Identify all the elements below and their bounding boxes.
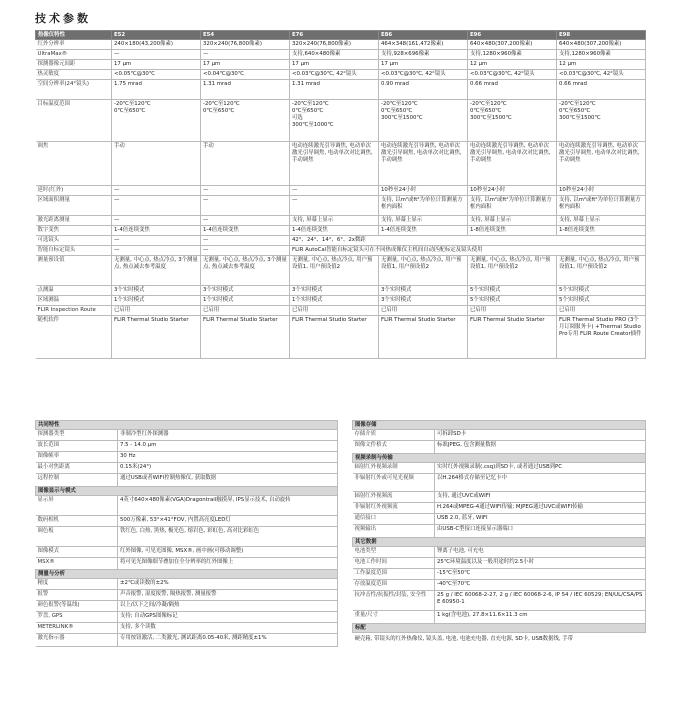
spec-cell: — xyxy=(112,196,201,216)
measure-section-title: 测量与分析 xyxy=(36,570,338,579)
spec-cell: -20℃至120℃ 0℃至650℃ 可选 300℃至1000℃ xyxy=(290,100,379,142)
row-value: 将可见光图像细节叠加在全分辨率的红外图像上 xyxy=(118,558,338,570)
spec-cell: -20℃至120℃ 0℃至650℃ xyxy=(201,100,290,142)
spec-cell: 支持,1280×960像素 xyxy=(468,50,557,60)
spec-cell: FLIR Thermal Studio Starter xyxy=(201,316,290,359)
accessory-section xyxy=(353,624,646,633)
spec-cell: 已启用 xyxy=(201,306,290,316)
row-label: 工作温度范围 xyxy=(353,569,435,580)
spec-row xyxy=(36,50,646,60)
spec-row xyxy=(36,612,338,623)
spec-row xyxy=(36,296,646,306)
spec-row xyxy=(36,601,338,612)
spec-row xyxy=(36,579,338,590)
spec-cell: 1个实时模式 xyxy=(112,296,201,306)
row-label: 电池工作时间 xyxy=(353,558,435,569)
row-label: 图像模式 xyxy=(36,547,118,558)
row-label: 最小对焦距离 xyxy=(36,463,118,474)
row-label: 探测器类型 xyxy=(36,430,118,441)
spec-cell: 0.90 mrad xyxy=(379,80,468,100)
spec-row xyxy=(36,80,646,100)
row-value: 30 Hz xyxy=(118,452,338,463)
spec-row xyxy=(353,611,646,624)
spec-cell: 手动 xyxy=(112,142,201,186)
spec-cell: 5个实时模式 xyxy=(468,296,557,306)
spec-cell: — xyxy=(290,196,379,216)
row-value: 红外图像, 可见光图像, MSX®, 画中画(可移动调整) xyxy=(118,547,338,558)
row-value: 实时红外视频录制(.csq)到SD卡, 或者通过USB到PC xyxy=(435,463,646,474)
row-label: 图像文件格式 xyxy=(353,441,435,454)
storage-section xyxy=(353,421,646,430)
spec-cell: -20℃至120℃ 0℃至650℃ 300℃至1500℃ xyxy=(379,100,468,142)
spec-cell: 支持, 以m²或ft²为单位计算测量方框内面积 xyxy=(468,196,557,216)
spec-cell: <0.04℃@30℃ xyxy=(201,70,290,80)
spec-cell: FLIR Thermal Studio Starter xyxy=(290,316,379,359)
spec-header-row xyxy=(36,31,646,40)
spec-cell: — xyxy=(112,246,201,256)
row-label: 辐射红外视频录制 xyxy=(353,463,435,474)
spec-cell: 无测量, 中心点, 热点冷点, 用户预设值1, 用户预设值2 xyxy=(379,256,468,286)
spec-row xyxy=(36,100,646,142)
spec-span-cell: FLIR AutoCal智能自标定镜头可在不同热成像仪主机间自动匹配标定及镜头使用 xyxy=(290,246,646,256)
row-value: 0.15米(24°) xyxy=(118,463,338,474)
spec-cell: 支持, 屏幕上显示 xyxy=(379,216,468,226)
spec-cell: 10秒至24小时 xyxy=(379,186,468,196)
spec-row-label: 随机软件 xyxy=(36,316,112,359)
row-label: 激光指示器 xyxy=(36,634,118,647)
spec-row xyxy=(36,60,646,70)
row-label: 辐射红外视频流 xyxy=(353,492,435,503)
row-label: 显示屏 xyxy=(36,496,118,516)
spec-header-label: 热像仪特性 xyxy=(36,31,112,40)
spec-cell: 17 μm xyxy=(379,60,468,70)
spec-cell: 无测量, 中心点, 热点冷点, 用户预设值1, 用户预设值2 xyxy=(290,256,379,286)
spec-row xyxy=(353,580,646,591)
row-value: 4英寸640×480像素(VGA)Dragontrail触摸屏, IPS显示技术, 自动旋转 xyxy=(118,496,338,516)
row-value: H.264或MPEG-4通过WIFI传输; MJPEG通过UVC或WIFI传输 xyxy=(435,503,646,514)
spec-cell: — xyxy=(201,246,290,256)
spec-cell: 无测量, 中心点, 热点冷点, 3个测量点, 热点减去参考温度 xyxy=(201,256,290,286)
row-label: 抗冲击性/抗振性/封装, 安全性 xyxy=(353,591,435,611)
spec-row xyxy=(353,441,646,454)
spec-cell: — xyxy=(201,186,290,196)
model-header: E54 xyxy=(201,31,290,40)
spec-cell: 5个实时模式 xyxy=(557,296,646,306)
spec-row-label: 区域面积测量 xyxy=(36,196,112,216)
spec-cell: 10秒至24小时 xyxy=(468,186,557,196)
common-section-title: 共同特性 xyxy=(36,421,338,430)
spec-cell: — xyxy=(112,216,201,226)
spec-row xyxy=(353,474,646,492)
row-label: METERLINK® xyxy=(36,623,118,634)
spec-span-cell: 42°、24°、14°、6°、2x微距 xyxy=(290,236,646,246)
spec-cell: 电动连续激光引导调焦, 电动单次激光引导调焦, 电动单次对比调焦, 手动调焦 xyxy=(379,142,468,186)
spec-row-label: 可选镜头 xyxy=(36,236,112,246)
model-header: E96 xyxy=(468,31,557,40)
spec-cell: — xyxy=(201,236,290,246)
spec-cell: <0.03℃@30℃, 42°镜头 xyxy=(557,70,646,80)
spec-cell: FLIR Thermal Studio Starter xyxy=(379,316,468,359)
spec-cell: -20℃至120℃ 0℃至650℃ 300℃至1500℃ xyxy=(468,100,557,142)
spec-row xyxy=(36,70,646,80)
spec-cell: 支持, 屏幕上显示 xyxy=(557,216,646,226)
spec-cell: 手动 xyxy=(201,142,290,186)
spec-row xyxy=(36,306,646,316)
accessory-row xyxy=(353,633,646,645)
spec-row xyxy=(353,569,646,580)
row-value: -15℃至50℃ xyxy=(435,569,646,580)
spec-cell: 支持, 以m²或ft²为单位计算测量方框内面积 xyxy=(557,196,646,216)
spec-row xyxy=(36,558,338,570)
spec-cell: 0.66 mrad xyxy=(557,80,646,100)
spec-row-label: 红外分辨率 xyxy=(36,40,112,50)
spec-cell: 支持,640×480像素 xyxy=(290,50,379,60)
common-features-table xyxy=(35,420,338,647)
row-label: 波长范围 xyxy=(36,441,118,452)
row-value: 500万像素, 53°×41°FOV, 内置高亮度LED灯 xyxy=(118,516,338,527)
model-header: E76 xyxy=(290,31,379,40)
spec-row-label: 智能自标定镜头 xyxy=(36,246,112,256)
storage-section-title: 图像存储 xyxy=(353,421,646,430)
spec-row xyxy=(36,216,646,226)
row-value: 支持, 通过UVC或WIFI xyxy=(435,492,646,503)
spec-row xyxy=(353,514,646,525)
spec-cell: FLIR Thermal Studio Starter xyxy=(112,316,201,359)
row-value: 25 g / IEC 60068-2-27, 2 g / IEC 60068-2-6, IP 54 / IEC 60529; EN/UL/CSA/PSE 60950-1 xyxy=(435,591,646,611)
spec-cell: 已启用 xyxy=(290,306,379,316)
spec-cell: 0.66 mrad xyxy=(468,80,557,100)
row-label: 调色板 xyxy=(36,527,118,547)
row-value: 支持; 自动GPS图像标记 xyxy=(118,612,338,623)
row-value: 非制冷型红外探测器 xyxy=(118,430,338,441)
row-value: 可拆卸SD卡 xyxy=(435,430,646,441)
spec-cell: 17 μm xyxy=(201,60,290,70)
video-section-title: 视频录制与传输 xyxy=(353,454,646,463)
spec-cell: <0.03℃@30℃, 42°镜头 xyxy=(468,70,557,80)
spec-cell: 3个实时模式 xyxy=(290,286,379,296)
common-section xyxy=(36,421,338,430)
row-label: 罗盘, GPS xyxy=(36,612,118,623)
spec-cell: 1.31 mrad xyxy=(201,80,290,100)
spec-cell: 已启用 xyxy=(112,306,201,316)
spec-row xyxy=(36,496,338,516)
spec-cell: 1.31 mrad xyxy=(290,80,379,100)
spec-row xyxy=(353,591,646,611)
spec-cell: 1-4倍连续变焦 xyxy=(112,226,201,236)
row-label: 电池类型 xyxy=(353,547,435,558)
spec-row-label: 目标温度范围 xyxy=(36,100,112,142)
spec-cell: 17 μm xyxy=(112,60,201,70)
model-header: E52 xyxy=(112,31,201,40)
spec-cell: 电动连续激光引导调焦, 电动单次激光引导调焦, 电动单次对比调焦, 手动调焦 xyxy=(290,142,379,186)
spec-row xyxy=(353,463,646,474)
row-label: 远程控制 xyxy=(36,474,118,487)
spec-row-label: 空间分辨率(24°镜头) xyxy=(36,80,112,100)
camera-spec-table xyxy=(35,30,646,359)
spec-row xyxy=(36,452,338,463)
spec-row xyxy=(36,623,338,634)
spec-cell: — xyxy=(201,196,290,216)
row-label: 颜色报警(等温线) xyxy=(36,601,118,612)
spec-cell: 无测量, 中心点, 热点冷点, 用户预设值1, 用户预设值2 xyxy=(468,256,557,286)
spec-row-label: UltraMax® xyxy=(36,50,112,60)
spec-row xyxy=(36,430,338,441)
spec-row xyxy=(353,503,646,514)
spec-cell: 320×240(76,800像素) xyxy=(201,40,290,50)
spec-row-label: 区域测温 xyxy=(36,296,112,306)
spec-row xyxy=(36,286,646,296)
row-label: 存放温度范围 xyxy=(353,580,435,591)
row-value: 由USB-C型接口连接显示器端口 xyxy=(435,525,646,538)
page-title: 技术参数 xyxy=(35,12,91,25)
spec-row-label: 调焦 xyxy=(36,142,112,186)
spec-cell: 464×348(161,472像素) xyxy=(379,40,468,50)
spec-cell: -20℃至120℃ 0℃至650℃ 300℃至1500℃ xyxy=(557,100,646,142)
spec-cell: 1个实时模式 xyxy=(201,296,290,306)
spec-cell: 1.75 mrad xyxy=(112,80,201,100)
row-label: MSX® xyxy=(36,558,118,570)
spec-cell: 5个实时模式 xyxy=(468,286,557,296)
row-label: 视频输出 xyxy=(353,525,435,538)
row-value: 标准JPEG, 包含测量数据 xyxy=(435,441,646,454)
other-section xyxy=(353,538,646,547)
storage-and-other-table xyxy=(352,420,646,645)
spec-row-label: 点测温 xyxy=(36,286,112,296)
spec-row xyxy=(36,547,338,558)
spec-cell: 已启用 xyxy=(557,306,646,316)
spec-cell: 17 μm xyxy=(290,60,379,70)
row-value: 通过USB或者WIFI控制热像仪, 获取数据 xyxy=(118,474,338,487)
row-label: 图像帧率 xyxy=(36,452,118,463)
spec-cell: 1-4倍连续变焦 xyxy=(201,226,290,236)
spec-cell: 240×180(43,200像素) xyxy=(112,40,201,50)
spec-cell: — xyxy=(112,50,201,60)
row-value: 锂离子电池, 可充电 xyxy=(435,547,646,558)
spec-row xyxy=(36,40,646,50)
spec-row xyxy=(353,558,646,569)
spec-row-label: 测量预设值 xyxy=(36,256,112,286)
spec-row xyxy=(36,196,646,216)
row-value: 7.5 - 14.0 μm xyxy=(118,441,338,452)
spec-cell: -20℃至120℃ 0℃至650℃ xyxy=(112,100,201,142)
spec-row xyxy=(353,492,646,503)
spec-cell: 320×240(76,800像素) xyxy=(290,40,379,50)
spec-cell: 12 μm xyxy=(557,60,646,70)
spec-row-label: 热灵敏度 xyxy=(36,70,112,80)
accessory-section-title: 标配 xyxy=(353,624,646,633)
measure-section xyxy=(36,570,338,579)
row-label: 报警 xyxy=(36,590,118,601)
row-value: 25℃环境温度以及一般用途时约2.5小时 xyxy=(435,558,646,569)
spec-cell: 10秒至24小时 xyxy=(557,186,646,196)
spec-cell: 支持, 屏幕上显示 xyxy=(468,216,557,226)
spec-cell: — xyxy=(290,186,379,196)
spec-row xyxy=(36,142,646,186)
spec-row-label: 数字变焦 xyxy=(36,226,112,236)
model-header: E98 xyxy=(557,31,646,40)
spec-cell: 1-8倍连续变焦 xyxy=(468,226,557,236)
spec-row xyxy=(353,430,646,441)
spec-row-label: 延时(红外) xyxy=(36,186,112,196)
spec-cell: 支持, 以m²或ft²为单位计算测量方框内面积 xyxy=(379,196,468,216)
spec-cell: 已启用 xyxy=(468,306,557,316)
spec-cell: 1-8倍连续变焦 xyxy=(557,226,646,236)
row-label: 精度 xyxy=(36,579,118,590)
row-label: 数码相机 xyxy=(36,516,118,527)
spec-row xyxy=(36,634,338,647)
spec-cell: 支持,1280×960像素 xyxy=(557,50,646,60)
spec-row xyxy=(36,516,338,527)
accessory-text: 硬壳箱, 带镜头的红外热像仪, 镜头盖, 电池, 电池充电器, 直充电源, SD卡, USB数据线, 手带 xyxy=(354,636,574,643)
model-header: E86 xyxy=(379,31,468,40)
spec-cell: 3个实时模式 xyxy=(379,296,468,306)
row-value: ±2℃或读数的±2% xyxy=(118,579,338,590)
row-value: 1 kg(含电池), 27.8×11.6×11.3 cm xyxy=(435,611,646,624)
row-value: 专用按钮激活, 二类激光, 测试距离0.05-40米, 测距精度±1% xyxy=(118,634,338,647)
spec-row xyxy=(36,226,646,236)
spec-row-label: 激光距离测量 xyxy=(36,216,112,226)
spec-cell: 12 μm xyxy=(468,60,557,70)
spec-cell: 3个实时模式 xyxy=(112,286,201,296)
spec-cell: — xyxy=(112,236,201,246)
spec-row xyxy=(36,463,338,474)
spec-cell: 640×480(307,200像素) xyxy=(557,40,646,50)
row-value: 声音报警, 湿度报警, 隔热报警, 测量报警 xyxy=(118,590,338,601)
row-value: 以上/以下之间/冷凝/隔热 xyxy=(118,601,338,612)
spec-cell: FLIR Thermal Studio Starter xyxy=(468,316,557,359)
spec-cell: <0.03℃@30℃, 42°镜头 xyxy=(290,70,379,80)
row-value: 以H.264格式存储至记忆卡中 xyxy=(435,474,646,492)
other-section-title: 其它数据 xyxy=(353,538,646,547)
video-section xyxy=(353,454,646,463)
row-value: 铁红色, 白热, 黑热, 极光色, 熔岩色, 彩虹色, 高对比彩虹色 xyxy=(118,527,338,547)
row-value: 支持, 多个读数 xyxy=(118,623,338,634)
spec-row xyxy=(36,316,646,359)
spec-cell: <0.03℃@30℃, 42°镜头 xyxy=(379,70,468,80)
spec-row xyxy=(36,441,338,452)
row-label: 存储介质 xyxy=(353,430,435,441)
spec-row-autocal xyxy=(36,246,646,256)
spec-cell: 640×480(307,200像素) xyxy=(468,40,557,50)
spec-row xyxy=(36,527,338,547)
spec-cell: 无测量, 中心点, 热点冷点, 3个测量点, 热点减去参考温度 xyxy=(112,256,201,286)
row-value: USB 2.0, 蓝牙, WIFI xyxy=(435,514,646,525)
display-section-title: 图像显示与模式 xyxy=(36,487,338,496)
spec-row-label: 探测器像元间距 xyxy=(36,60,112,70)
spec-cell: 电动连续激光引导调焦, 电动单次激光引导调焦, 电动单次对比调焦, 手动调焦 xyxy=(468,142,557,186)
spec-cell: 已启用 xyxy=(379,306,468,316)
spec-row-lens xyxy=(36,236,646,246)
spec-row xyxy=(36,474,338,487)
spec-row-label: FLIR Inspection Route xyxy=(36,306,112,316)
spec-row xyxy=(353,547,646,558)
spec-cell: 1-4倍连续变焦 xyxy=(290,226,379,236)
row-label: 非辐射红外视频流 xyxy=(353,503,435,514)
row-label: 通信接口 xyxy=(353,514,435,525)
spec-cell: <0.05℃@30℃ xyxy=(112,70,201,80)
spec-cell: — xyxy=(201,50,290,60)
spec-cell: 1-4倍连续变焦 xyxy=(379,226,468,236)
spec-cell: 3个实时模式 xyxy=(201,286,290,296)
spec-cell: 支持,928×696像素 xyxy=(379,50,468,60)
spec-row xyxy=(36,256,646,286)
row-label: 重量/尺寸 xyxy=(353,611,435,624)
display-section xyxy=(36,487,338,496)
row-value: -40℃至70℃ xyxy=(435,580,646,591)
spec-cell: 电动连续激光引导调焦, 电动单次激光引导调焦, 电动单次对比调焦, 手动调焦 xyxy=(557,142,646,186)
spec-row xyxy=(353,525,646,538)
spec-row xyxy=(36,186,646,196)
spec-cell: — xyxy=(201,216,290,226)
spec-cell: 无测量, 中心点, 热点冷点, 用户预设值1, 用户预设值2 xyxy=(557,256,646,286)
row-label: 非辐射红外或可见光视频 xyxy=(353,474,435,492)
spec-cell: 3个实时模式 xyxy=(379,286,468,296)
spec-cell: FLIR Thermal Studio PRO (3个月订阅服务卡) +Thermal Studio Pro专用 FLIR Route Creator插件 xyxy=(557,316,646,359)
spec-cell: 5个实时模式 xyxy=(557,286,646,296)
spec-cell: 支持, 屏幕上显示 xyxy=(290,216,379,226)
spec-cell: — xyxy=(112,186,201,196)
spec-cell: 1个实时模式 xyxy=(290,296,379,306)
spec-row xyxy=(36,590,338,601)
